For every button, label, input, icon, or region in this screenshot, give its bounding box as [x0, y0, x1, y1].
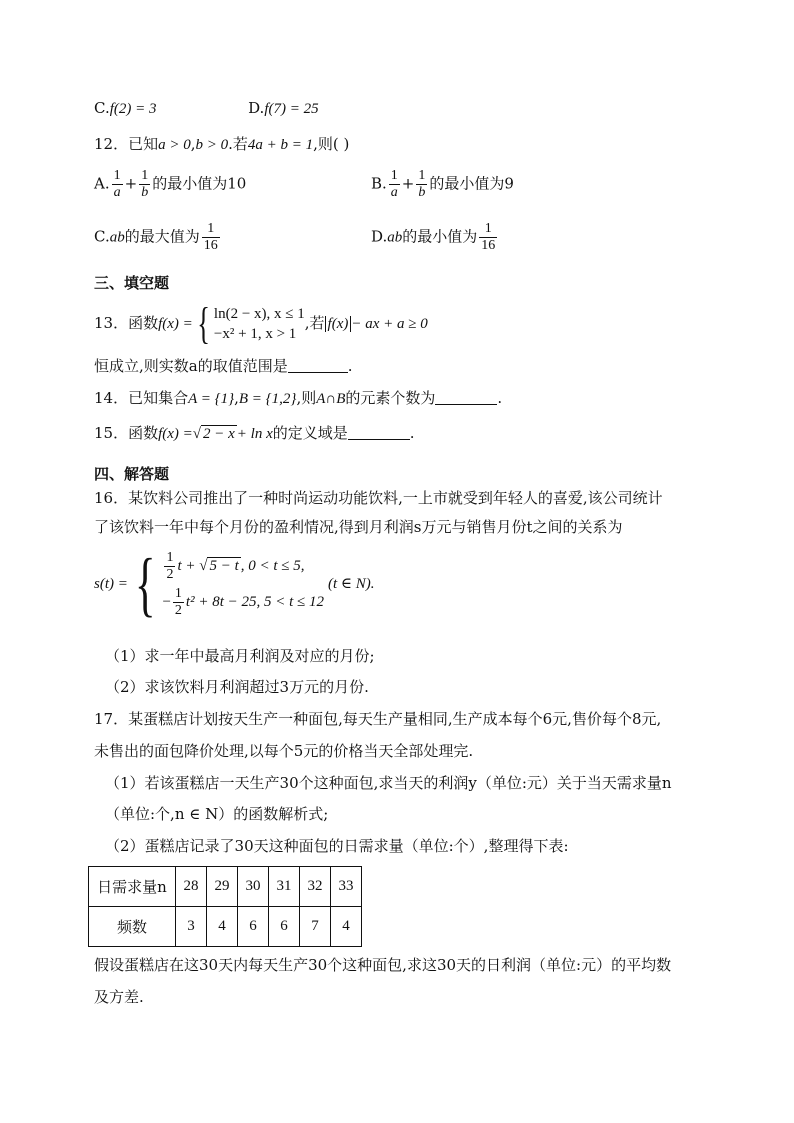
fraction-1-over-a: $\frac{1}{a}$ [113, 168, 121, 200]
q12-cond1: a > 0 [158, 137, 191, 153]
q12-option-d-label: D. [371, 227, 388, 246]
q13-ineq: − ax + a ≥ 0 [351, 316, 428, 332]
q12-option-b-label: B. [371, 174, 387, 193]
q17-line2: 未售出的面包降价处理,以每个5元的价格当天全部处理完. [94, 742, 474, 760]
q17-line1: 17．某蛋糕店计划按天生产一种面包,每天生产量相同,生产成本每个6元,售价每个8元, [94, 710, 662, 728]
fraction-1-over-16: $\frac{1}{16}$ [203, 221, 218, 253]
table-cell: 6 [269, 907, 300, 947]
table-header-frequency: 频数 [89, 907, 176, 947]
q13-line2-text: 恒成立,则实数a的取值范围是 [94, 357, 288, 375]
fraction-1-over-b: $\frac{1}{b}$ [141, 168, 149, 200]
left-brace: { [134, 544, 156, 624]
q13-case1: ln(2 − x), x ≤ 1 [213, 306, 305, 322]
q16-case2: − $\frac{1}{2}$ t² + 8t − 25, 5 < t ≤ 12 [162, 586, 325, 619]
q17-part1b: （单位:个,n ∈ N）的函数解析式; [105, 805, 329, 823]
q12-option-d-text: 的最小值为 [402, 227, 478, 246]
q15-prefix: 15．函数 [94, 424, 159, 442]
table-row [89, 907, 362, 947]
table-cell: 30 [238, 867, 269, 907]
q11-option-d-label: D. [248, 99, 265, 117]
q12-cond3: 4a + b = 1 [247, 137, 314, 153]
q13-prefix: 13．函数 [94, 314, 159, 332]
q14-set-a: A = {1} [188, 391, 235, 407]
q12-stem: 12．已知a > 0,b > 0.若4a + b = 1,则( ) [94, 135, 350, 153]
q15: 15．函数f(x) =√ 2 − x + ln x的定义域是 . [94, 424, 415, 442]
q12-suffix: ,则( ) [313, 135, 350, 153]
q13-fx: f(x) = [158, 316, 193, 332]
answer-blank[interactable] [288, 358, 348, 373]
q12-ab: ab [387, 229, 403, 246]
q17-after1: 假设蛋糕店在这30天内每天生产30个这种面包,求这30天的日利润（单位:元）的平均数 [94, 956, 672, 974]
q16-st: s(t) = [94, 576, 128, 592]
q11-option-c-math: f(2) = 3 [109, 101, 157, 117]
q14-prefix: 14．已知集合 [94, 389, 189, 407]
table-row [89, 867, 362, 907]
answer-blank[interactable] [435, 390, 497, 405]
q16-line1: 16．某饮料公司推出了一种时尚运动功能饮料,一上市就受到年轻人的喜爱,该公司统计 [94, 489, 663, 507]
left-brace: { [197, 299, 210, 348]
q13-cond: ,若 [304, 314, 325, 332]
q16-domain: (t ∈ N). [328, 576, 375, 592]
q17-part1a: （1）若该蛋糕店一天生产30个这种面包,求当天的利润y（单位:元）关于当天需求量n [105, 774, 672, 792]
q16-case1: $\frac{1}{2}$ t + √ 5 − t , 0 < t ≤ 5, [166, 550, 305, 583]
q13-stem [94, 299, 428, 348]
table-cell: 28 [176, 867, 207, 907]
table-cell: 4 [207, 907, 238, 947]
table-cell: 32 [300, 867, 331, 907]
table-cell: 29 [207, 867, 238, 907]
q15-sqrt: 2 − x [203, 426, 235, 442]
q16-line2: 了该饮料一年中每个月份的盈利情况,得到月利润s万元与销售月份t之间的关系为 [94, 518, 623, 536]
answer-blank[interactable] [348, 425, 410, 440]
fraction-1-over-b: $\frac{1}{b}$ [418, 168, 426, 200]
q16-cases [162, 548, 324, 620]
q17-after2: 及方差. [94, 988, 144, 1006]
table-cell: 33 [331, 867, 362, 907]
q15-ln: + ln x [236, 426, 273, 442]
table-cell: 4 [331, 907, 362, 947]
q14-set-b: B = {1,2} [238, 391, 297, 407]
q16-part2: （2）求该饮料月利润超过3万元的月份. [105, 678, 369, 696]
q12-prefix: 12．已知 [94, 135, 159, 153]
q12-option-d [371, 221, 499, 254]
q12-option-a: A. $\frac{1}{a}$ + $\frac{1}{b}$ 的最小值为10 [94, 168, 247, 200]
q12-option-b-text: 的最小值为9 [429, 174, 514, 193]
q12-option-c [94, 221, 222, 254]
q14-intersection: A∩B [316, 391, 346, 407]
q13-abs-fx: f(x) [325, 316, 352, 332]
q12-option-b: B. $\frac{1}{a}$ + $\frac{1}{b}$ 的最小值为9 [371, 168, 514, 200]
q12-option-a-text: 的最小值为10 [152, 174, 247, 193]
q12-option-c-label: C. [94, 227, 110, 246]
q11-option-d-math: f(7) = 25 [264, 101, 319, 117]
q12-cond2: b > 0 [195, 137, 229, 153]
q12-option-a-label: A. [94, 174, 110, 193]
q13-case2: −x² + 1, x > 1 [213, 326, 297, 342]
table-cell: 3 [176, 907, 207, 947]
q13-cases [214, 304, 305, 344]
q11-option-c-label: C. [94, 99, 110, 117]
q12-option-c-text: 的最大值为 [124, 227, 200, 246]
q16-formula [94, 544, 375, 624]
q12-ab: ab [109, 229, 125, 246]
section-title-fill-in: 三、填空题 [94, 274, 170, 292]
table-cell: 7 [300, 907, 331, 947]
q14: 14．已知集合A = {1},B = {1,2},则A∩B的元素个数为 . [94, 389, 503, 407]
fraction-1-over-16: $\frac{1}{16}$ [481, 221, 496, 253]
q16-part1: （1）求一年中最高月利润及对应的月份; [105, 647, 375, 665]
table-cell: 6 [238, 907, 269, 947]
q11-options [94, 97, 319, 120]
section-title-solutions: 四、解答题 [94, 465, 170, 483]
q17-part2: （2）蛋糕店记录了30天这种面包的日需求量（单位:个）,整理得下表: [105, 837, 569, 855]
fraction-1-over-a: $\frac{1}{a}$ [390, 168, 398, 200]
table-cell: 31 [269, 867, 300, 907]
demand-frequency-table [88, 866, 362, 947]
table-header-demand: 日需求量n [89, 867, 176, 907]
q13-line2: 恒成立,则实数a的取值范围是 . [94, 357, 353, 375]
q15-fx: f(x) = [158, 426, 193, 442]
